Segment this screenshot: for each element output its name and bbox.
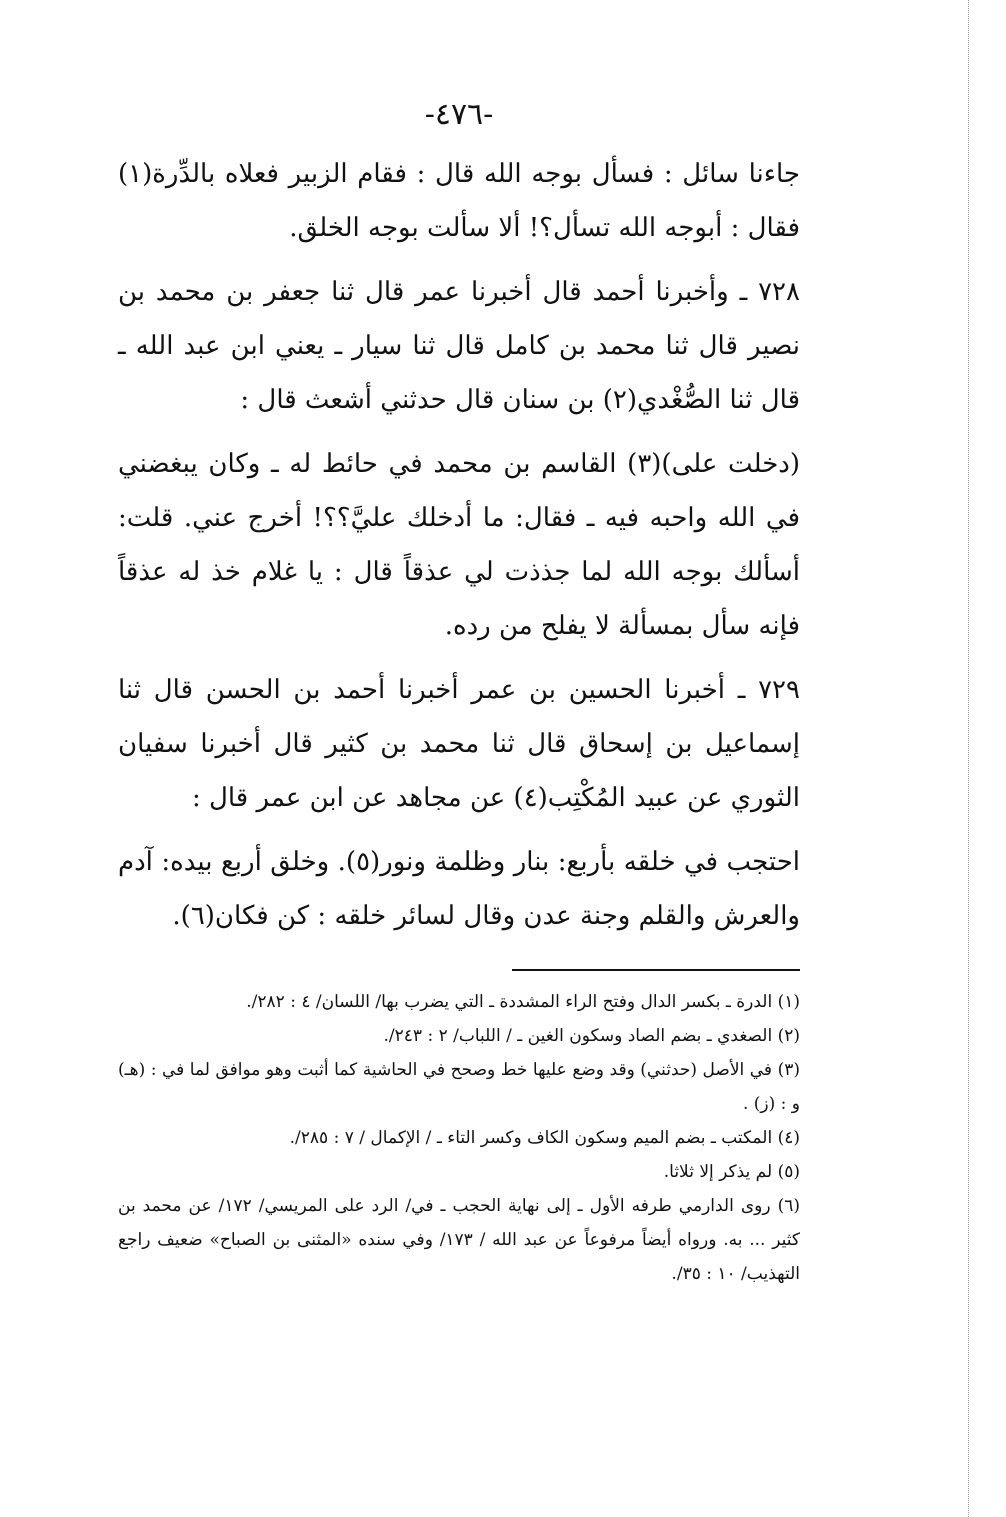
book-page — [118, 95, 800, 1291]
footnote-1: (١) الدرة ـ بكسر الدال وفتح الراء المشددة ـ التي يضرب بها/ اللسان/ ٤ : ٢٨٢/. — [246, 992, 800, 1012]
paragraph-ihtajaba: احتجب في خلقه بأربع: بنار وظلمة ونور(٥). وخلق أربع بيده: آدم والعرش والقلم وجنة عدن وقال لسائر خلقه : كن فكان(٦). — [118, 847, 801, 931]
footnote-4: (٤) المكتب ـ بضم الميم وسكون الكاف وكسر التاء ـ / الإكمال / ٧ : ٢٨٥/. — [289, 1128, 800, 1148]
paragraph-qasim: (دخلت على)(٣) القاسم بن محمد في حائط له ـ وكان يبغضني في الله واحبه فيه ـ فقال: ما أدخلك عليَّ؟؟! أخرج عني. قلت: أسألك بوجه الله لما جذذت لي عذقاً قال : يا غلام خذ له عذقاً فإنه سأل بمسألة لا يفلح من رده. — [118, 449, 800, 641]
footnote-5: (٥) لم يذكر إلا ثلاثا. — [663, 1162, 800, 1182]
page-number: -٤٧٦- — [424, 97, 494, 132]
footnote-6: (٦) روى الدارمي طرفه الأول ـ إلى نهاية الحجب ـ في/ الرد على المريسي/ ١٧٢/ عن محمد بن كثير ... به. ورواه أيضاً مرفوعاً عن عبد الله / ١٧٣/ وفي سنده «المثنى بن الصباح» ضعيف راجع التهذيب/ ١٠ : ٣٥/. — [118, 1196, 800, 1284]
footnote-3: (٣) في الأصل (حدثني) وقد وضع عليها خط وصحح في الحاشية كما أثبت وهو موافق لما في : (هـ) و : (ز) . — [118, 1060, 800, 1114]
paragraph-729: ٧٢٩ ـ أخبرنا الحسين بن عمر أخبرنا أحمد بن الحسن قال ثنا إسماعيل بن إسحاق قال ثنا محمد بن كثير قال أخبرنا سفيان الثوري عن عبيد المُكْتِب(٤) عن مجاهد عن ابن عمر قال : — [118, 675, 800, 813]
paragraph-1: جاءنا سائل : فسأل بوجه الله قال : فقام الزبير فعلاه بالدِّرة(١) فقال : أبوجه الله تسأل؟! ألا سألت بوجه الخلق. — [118, 159, 800, 243]
scan-edge-line — [968, 0, 969, 1517]
footnote-divider — [512, 969, 800, 971]
footnote-2: (٢) الصغدي ـ بضم الصاد وسكون الغين ـ / اللباب/ ٢ : ٢٤٣/. — [383, 1026, 800, 1046]
paragraph-728: ٧٢٨ ـ وأخبرنا أحمد قال أخبرنا عمر قال ثنا جعفر بن محمد بن نصير قال ثنا محمد بن كامل قال ثنا سيار ـ يعني ابن عبد الله ـ قال ثنا الصُّغْدي(٢) بن سنان قال حدثني أشعث قال : — [118, 277, 800, 415]
footnotes — [118, 985, 800, 1291]
